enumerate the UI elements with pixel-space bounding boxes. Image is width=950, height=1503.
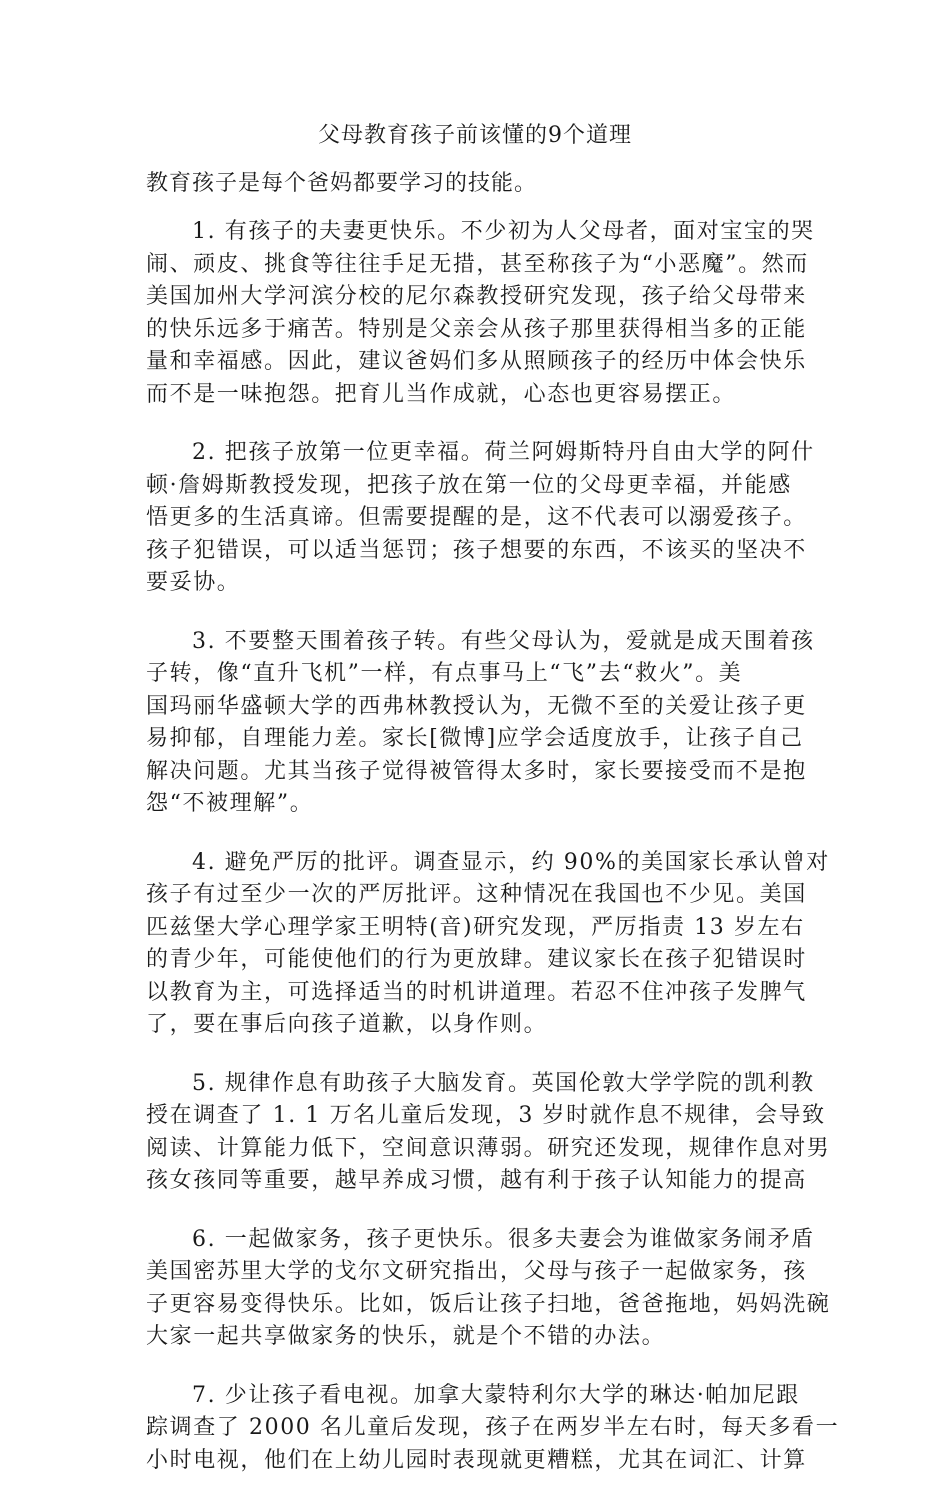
intro-text: 教育孩子是每个爸妈都要学习的技能。 [146, 171, 538, 196]
paragraph-line: 解决问题。尤其当孩子觉得被管得太多时，家长要接受而不是抱 [146, 758, 807, 784]
paragraph-4 [146, 847, 830, 1042]
paragraph-line: 6. 一起做家务，孩子更快乐。很多夫妻会为谁做家务闹矛盾 [192, 1226, 815, 1252]
paragraph-line: 怨“不被理解”。 [146, 791, 314, 816]
paragraph-line: 阅读、计算能力低下，空间意识薄弱。研究还发现，规律作息对男 [146, 1135, 831, 1161]
paragraph-2 [146, 437, 816, 600]
paragraph-line: 子转，像“直升飞机”一样，有点事马上“飞”去“救火”。美 [146, 661, 743, 686]
paragraph-line: 美国加州大学河滨分校的尼尔森教授研究发现，孩子给父母带来 [146, 284, 807, 309]
paragraph-line: 的青少年，可能使他们的行为更放肆。建议家长在孩子犯错误时 [146, 947, 807, 972]
paragraph-line: 大家一起共享做家务的快乐，就是个不错的办法。 [146, 1324, 666, 1349]
paragraph-line: 闹、顽皮、挑食等往往手足无措，甚至称孩子为“小恶魔”。然而 [146, 251, 809, 277]
paragraph-line: 国玛丽华盛顿大学的西弗林教授认为，无微不至的关爱让孩子更 [146, 693, 807, 719]
paragraph-5 [146, 1068, 831, 1198]
paragraph-line: 了，要在事后向孩子道歉，以身作则。 [146, 1012, 548, 1037]
paragraph-1 [146, 216, 816, 411]
paragraph-line: 要妥协。 [146, 570, 241, 595]
paragraph-line: 美国密苏里大学的戈尔文研究指出，父母与孩子一起做家务，孩 [146, 1259, 807, 1284]
paragraph-line: 授在调查了 1. 1 万名儿童后发现，3 岁时就作息不规律，会导致 [146, 1103, 826, 1128]
paragraph-line: 匹兹堡大学心理学家王明特(音)研究发现，严厉指责 13 岁左右 [146, 914, 805, 940]
paragraph-line: 孩子有过至少一次的严厉批评。这种情况在我国也不少见。美国 [146, 882, 807, 907]
paragraph-6 [146, 1224, 831, 1354]
paragraph-line: 踪调查了 2000 名儿童后发现，孩子在两岁半左右时，每天多看一 [146, 1415, 840, 1440]
paragraph-line: 子更容易变得快乐。比如，饭后让孩子扫地，爸爸拖地，妈妈洗碗 [146, 1291, 831, 1317]
paragraph-line: 孩子犯错误，可以适当惩罚；孩子想要的东西，不该买的坚决不 [146, 537, 807, 563]
paragraph-line: 3. 不要整天围着孩子转。有些父母认为，爱就是成天围着孩 [192, 628, 815, 654]
paragraph-line: 量和幸福感。因此，建议爸妈们多从照顾孩子的经历中体会快乐 [146, 349, 807, 374]
paragraph-line: 2. 把孩子放第一位更幸福。荷兰阿姆斯特丹自由大学的阿什 [192, 440, 815, 465]
paragraph-line: 易抑郁，自理能力差。家长[微博]应学会适度放手，让孩子自己 [146, 726, 804, 751]
paragraph-line: 孩女孩同等重要，越早养成习惯，越有利于孩子认知能力的提高 [146, 1168, 807, 1193]
paragraph-line: 而不是一味抱怨。把育儿当作成就，心态也更容易摆正。 [146, 381, 737, 407]
paragraph-line: 1. 有孩子的夫妻更快乐。不少初为人父母者，面对宝宝的哭 [192, 219, 815, 244]
paragraph-line: 5. 规律作息有助孩子大脑发育。英国伦敦大学学院的凯利教 [192, 1070, 815, 1096]
paragraph-3 [146, 626, 816, 821]
paragraph-line: 小时电视，他们在上幼儿园时表现就更糟糕，尤其在词汇、计算 [146, 1447, 807, 1473]
paragraph-line: 的快乐远多于痛苦。特别是父亲会从孩子那里获得相当多的正能 [146, 316, 807, 342]
paragraph-line: 以教育为主，可选择适当的时机讲道理。若忍不住冲孩子发脾气 [146, 979, 807, 1005]
paragraph-line: 7. 少让孩子看电视。加拿大蒙特利尔大学的琳达·帕加尼跟 [192, 1382, 800, 1408]
paragraph-7 [146, 1380, 840, 1478]
paragraph-line: 4. 避免严厉的批评。调查显示，约 90%的美国家长承认曾对 [192, 849, 830, 875]
document-title: 父母教育孩子前该懂的9个道理 [318, 123, 632, 148]
paragraph-line: 顿·詹姆斯教授发现，把孩子放在第一位的父母更幸福，并能感 [146, 472, 792, 498]
paragraph-line: 悟更多的生活真谛。但需要提醒的是，这不代表可以溺爱孩子。 [146, 505, 807, 530]
document-body [146, 216, 840, 1503]
